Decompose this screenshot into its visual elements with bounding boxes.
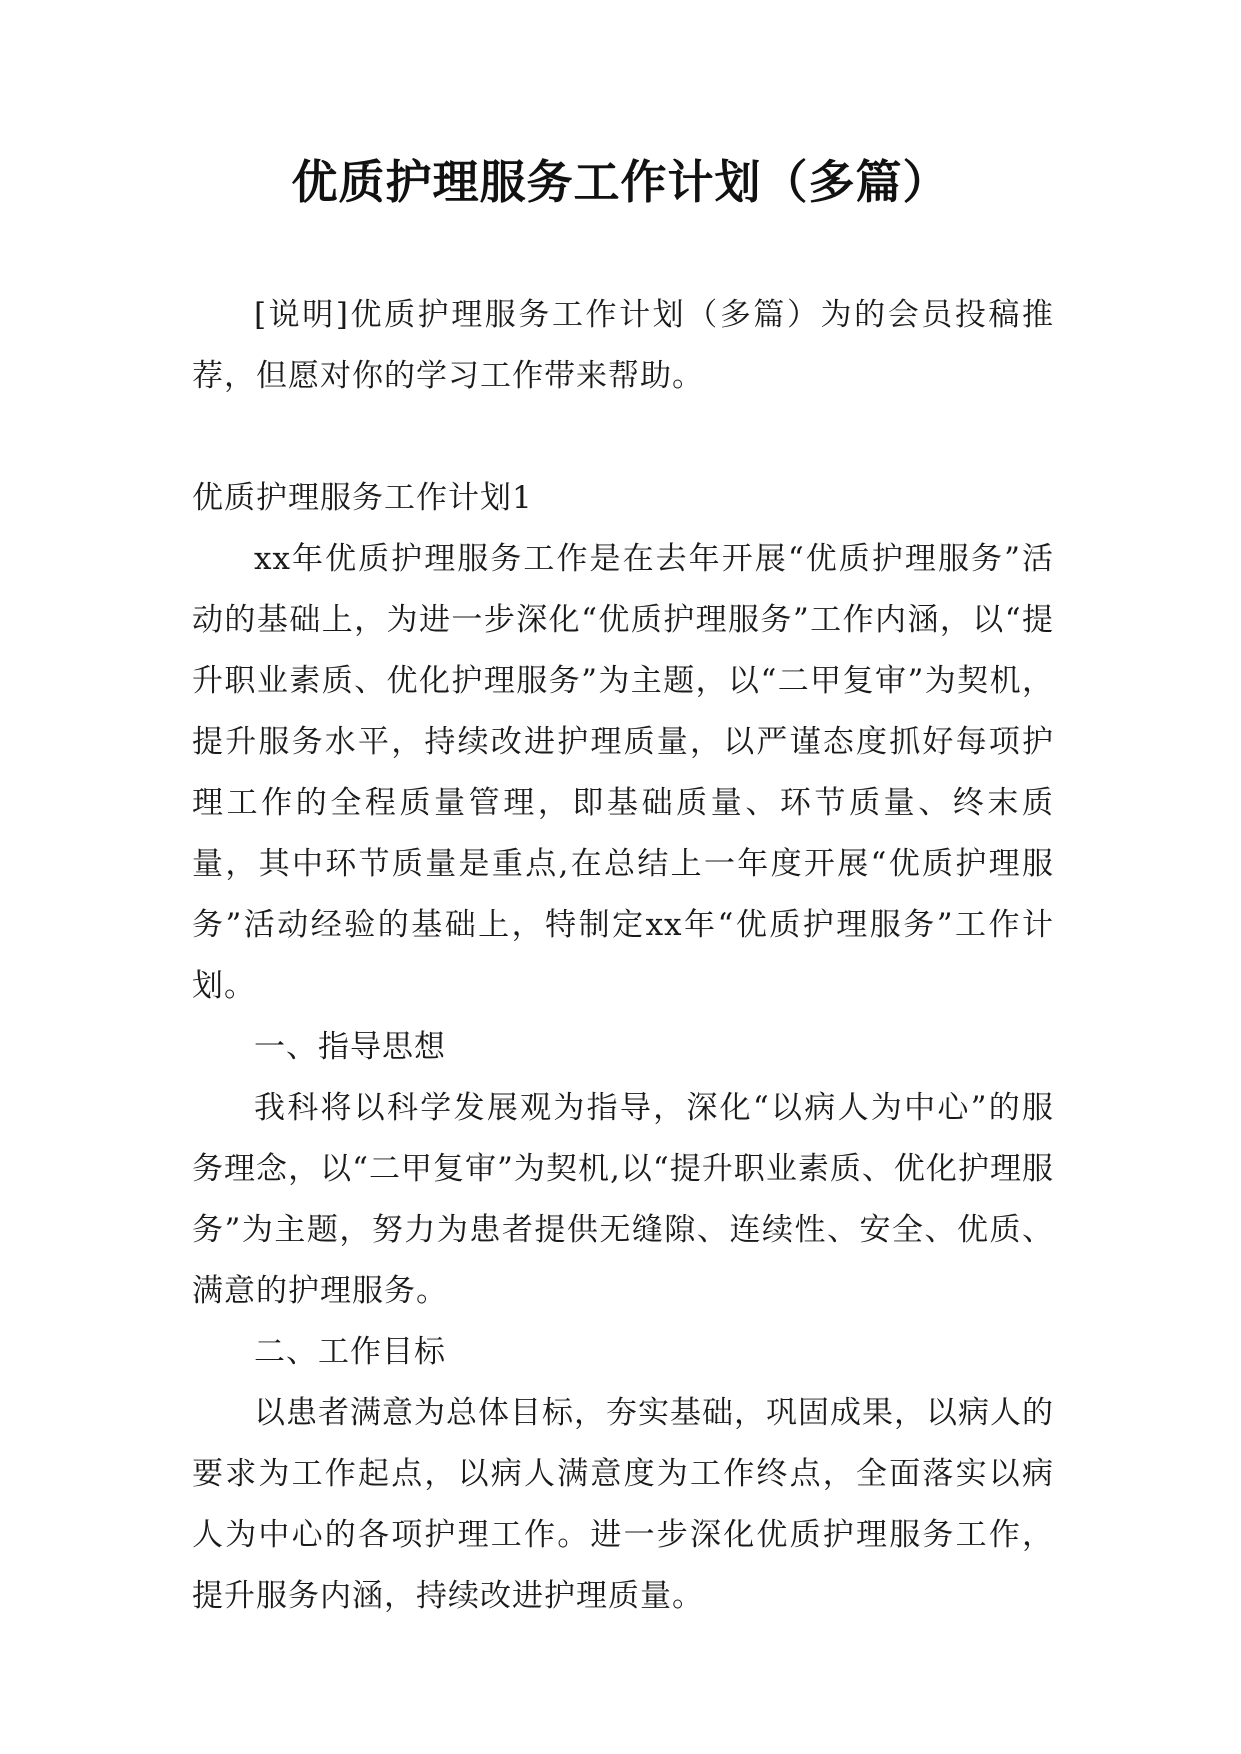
spacer [192,407,1054,468]
subheading-guiding-ideology: 一、指导思想 [254,1029,446,1065]
paragraph-work-goals: 以患者满意为总体目标，夯实基础，巩固成果，以病人的要求为工作起点，以病人满意度为工作终点，全面落实以病人为中心的各项护理工作。进一步深化优质护理服务工作，提升服务内涵，持续改进护理质量。 [192,1395,1054,1614]
paragraph-overview: xx年优质护理服务工作是在去年开展“优质护理服务”活动的基础上，为进一步深化“优质护理服务”工作内涵，以“提升职业素质、优化护理服务”为主题，以“二甲复审”为契机，提升服务水平，持续改进护理质量，以严谨态度抓好每项护理工作的全程质量管理，即基础质量、环节质量、终末质量，其中环节质量是重点,在总结上一年度开展“优质护理服务”活动经验的基础上，特制定xx年“优质护理服务”工作计划。 [192,541,1054,1004]
intro-paragraph: [说明]优质护理服务工作计划（多篇）为的会员投稿推荐，但愿对你的学习工作带来帮助。 [192,297,1054,394]
subheading-work-goals: 二、工作目标 [254,1334,446,1370]
document-body [192,285,1054,1627]
paragraph-guiding-ideology: 我科将以科学发展观为指导，深化“以病人为中心”的服务理念，以“二甲复审”为契机,以“提升职业素质、优化护理服务”为主题，努力为患者提供无缝隙、连续性、安全、优质、满意的护理服务。 [192,1090,1054,1309]
section-heading: 优质护理服务工作计划1 [192,480,533,516]
document-title: 优质护理服务工作计划（多篇） [291,155,950,209]
